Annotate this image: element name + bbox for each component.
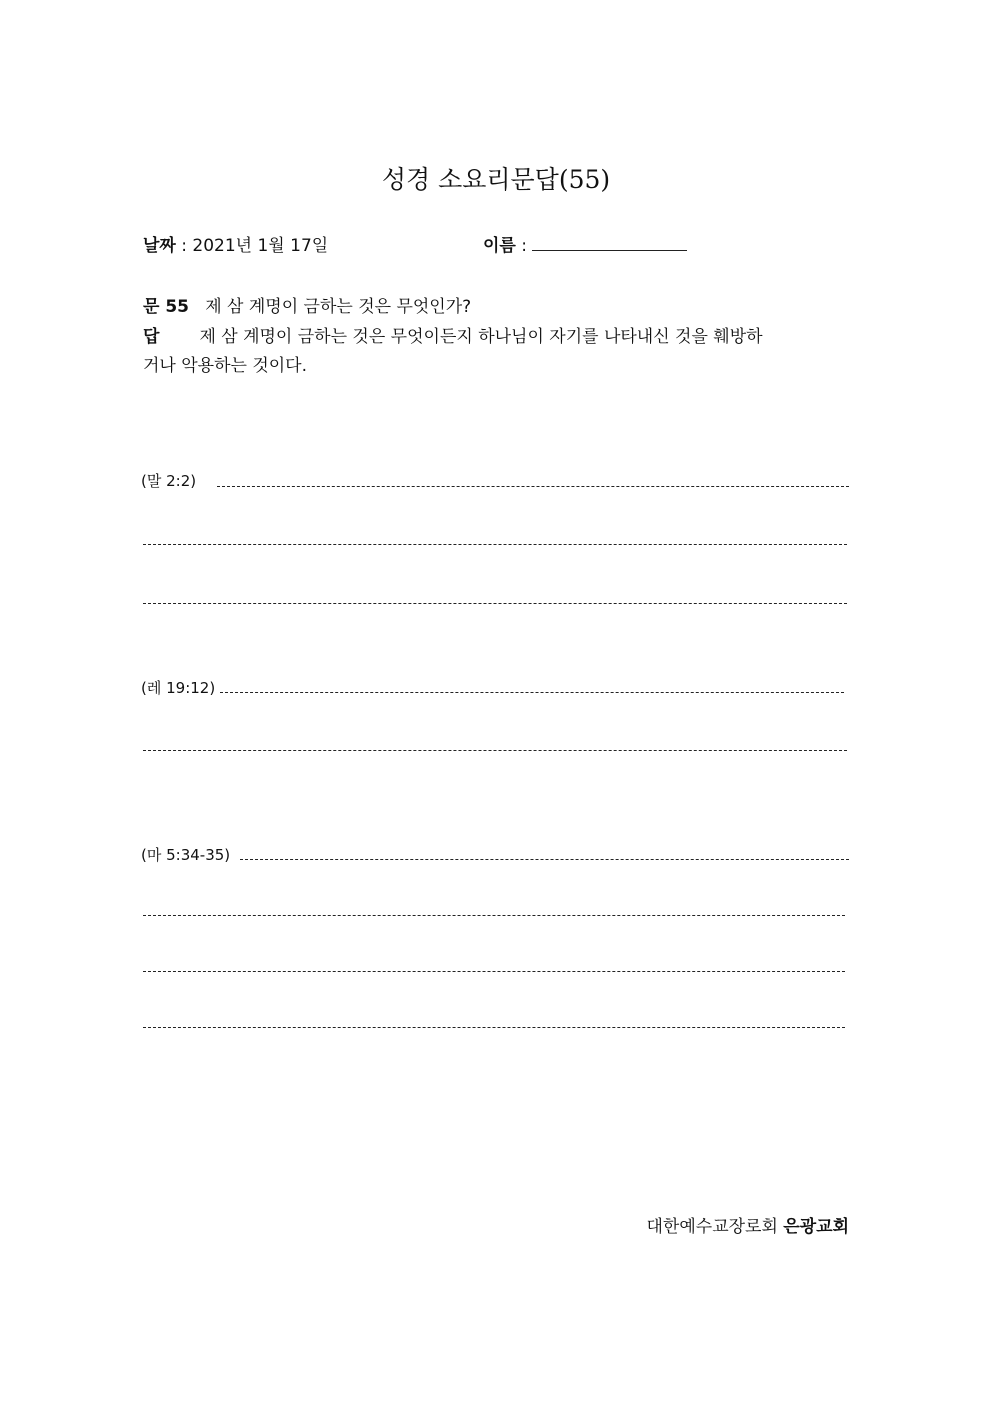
- write-line[interactable]: [143, 1027, 845, 1028]
- write-line[interactable]: [143, 544, 847, 545]
- question-label: 문 55: [143, 297, 189, 317]
- denomination: 대한예수교장로회: [646, 1217, 778, 1237]
- date-field: [143, 231, 328, 256]
- date-separator: :: [175, 236, 193, 256]
- answer-text-2: 거나 악용하는 것이다.: [143, 356, 308, 376]
- write-line[interactable]: [240, 859, 849, 860]
- answer-label: 답: [143, 327, 160, 347]
- church-signature: [647, 1212, 850, 1237]
- verse-ref-2: (레 19:12): [141, 679, 216, 697]
- write-line[interactable]: [217, 486, 849, 487]
- verse-ref-1: (말 2:2): [141, 472, 197, 490]
- write-line[interactable]: [143, 603, 847, 604]
- church-name: 은광교회: [783, 1217, 849, 1237]
- write-line[interactable]: [143, 750, 847, 751]
- name-blank-line[interactable]: [532, 236, 687, 251]
- name-field: [483, 231, 687, 256]
- name-label: 이름: [483, 236, 516, 256]
- write-line[interactable]: [143, 971, 845, 972]
- question-text: 제 삼 계명이 금하는 것은 무엇인가?: [205, 297, 472, 317]
- question-line: [143, 292, 471, 317]
- write-line[interactable]: [143, 915, 845, 916]
- name-separator: :: [515, 236, 533, 256]
- answer-line-1: [143, 322, 850, 347]
- date-label: 날짜: [143, 236, 176, 256]
- verse-ref-3: (마 5:34-35): [141, 846, 231, 864]
- write-line[interactable]: [220, 692, 844, 693]
- answer-text-1: 제 삼 계명이 금하는 것은 무엇이든지 하나님이 자기를 나타내신 것을 훼방하: [199, 327, 763, 347]
- date-value: 2021년 1월 17일: [192, 236, 329, 256]
- page-title: 성경 소요리문답(55): [381, 165, 611, 194]
